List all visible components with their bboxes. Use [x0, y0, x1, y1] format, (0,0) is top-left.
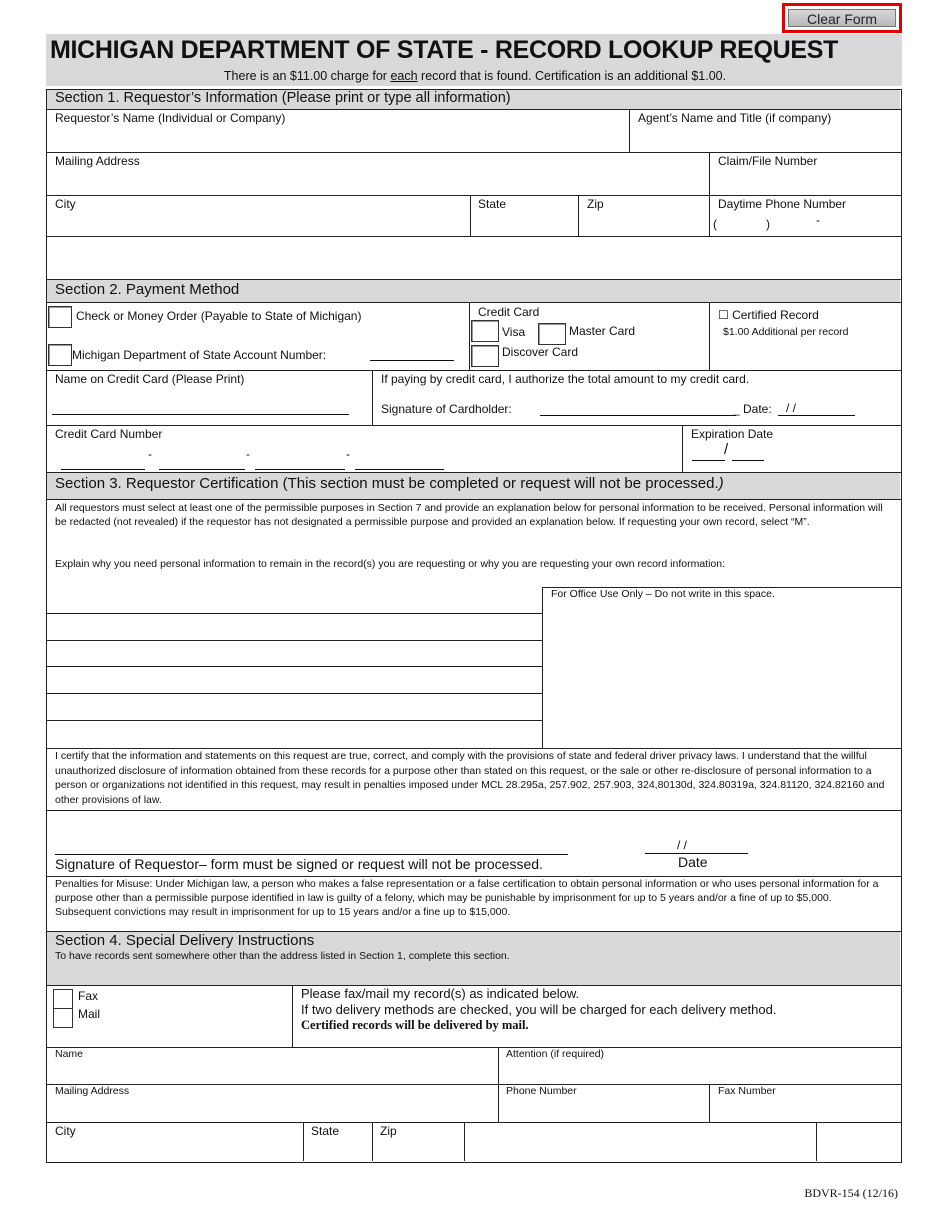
rule [542, 587, 543, 748]
card-number-dash: - [246, 447, 250, 461]
zip-label: Zip [587, 197, 604, 211]
rule [46, 499, 901, 500]
section3-heading-end: ) [718, 475, 724, 492]
rule [469, 302, 470, 370]
check-money-order-label: Check or Money Order (Payable to State of Michigan) [76, 309, 362, 323]
delivery-phone-label: Phone Number [506, 1085, 577, 1097]
delivery-state-label: State [311, 1124, 340, 1138]
cardholder-date-slashes: / / [786, 401, 797, 415]
rule [46, 810, 901, 811]
expiration-year-line[interactable] [732, 460, 764, 461]
attention-label: Attention (if required) [506, 1048, 605, 1060]
explanation-line-4[interactable] [46, 693, 543, 694]
rule [498, 1084, 499, 1122]
check-money-order-checkbox[interactable] [48, 306, 72, 328]
phone-label: Daytime Phone Number [718, 197, 847, 211]
phone-close-paren: ) [766, 217, 770, 231]
rule [470, 195, 471, 236]
card-number-part2[interactable] [159, 469, 245, 470]
phone-open-paren: ( [713, 217, 717, 231]
authorize-text: If paying by credit card, I authorize the total amount to my credit card. [381, 372, 750, 386]
rule [372, 370, 373, 425]
delivery-mailing-label: Mailing Address [55, 1085, 130, 1097]
rule [709, 152, 710, 195]
section3-explain: Explain why you need personal information to remain in the record(s) you are requesting or why you are requesting your own record information: [55, 558, 726, 570]
penalties-text: Penalties for Misuse: Under Michigan law, a person who makes a false representation or a false certification to obtain personal information or who uses personal information for a purpose other than a permissible purpose identified in law is guilty of a felony, which may be punishable by imprisonment for up to 5 years and/or a fine of up to $5,000. Subsequent convictions may result in imprisonment for up to 15 years and/or a fine up to $15,000. [55, 878, 879, 918]
rule [303, 1122, 304, 1161]
delivery-note-1: Please fax/mail my record(s) as indicated below. [301, 986, 580, 1001]
section3-heading [55, 475, 724, 492]
name-on-card-line[interactable] [52, 414, 349, 415]
rule [46, 1122, 901, 1123]
section2-heading: Section 2. Payment Method [55, 281, 240, 298]
mail-checkbox[interactable] [53, 1008, 73, 1028]
rule [578, 195, 579, 236]
phone-dash: - [816, 213, 820, 227]
certified-record-note: $1.00 Additional per record [723, 326, 849, 338]
rule [46, 1047, 901, 1048]
rule [709, 195, 710, 236]
rule [709, 1084, 710, 1122]
delivery-note-3: Certified records will be delivered by mail. [301, 1018, 529, 1032]
rule [46, 109, 901, 110]
delivery-zip-label: Zip [380, 1124, 397, 1138]
fax-label: Fax [78, 989, 99, 1003]
delivery-name-label: Name [55, 1048, 84, 1060]
rule [46, 302, 901, 303]
section3-intro: All requestors must select at least one of the permissible purposes in Section 7 and provide an explanation below for personal information to be received. Personal information will be redacted (not revealed) if the requestor has not designated a permissible purpose and provided an explanation below. If requesting your own record, select “M”. [55, 502, 883, 528]
city-label: City [55, 197, 76, 211]
certified-record-label[interactable]: ☐ Certified Record [718, 308, 819, 322]
expiration-month-line[interactable] [692, 460, 725, 461]
rule [46, 195, 901, 196]
rule [46, 236, 901, 237]
delivery-note-2: If two delivery methods are checked, you will be charged for each delivery method. [301, 1002, 777, 1017]
rule [816, 1122, 817, 1161]
explanation-line-1[interactable] [46, 613, 543, 614]
rule [372, 1122, 373, 1161]
requestor-signature-label: Signature of Requestor– form must be signed or request will not be processed. [55, 856, 543, 872]
explanation-line-2[interactable] [46, 640, 543, 641]
delivery-fax-label: Fax Number [718, 1085, 776, 1097]
visa-label: Visa [502, 325, 526, 339]
section1-heading: Section 1. Requestor’s Information (Please print or type all information) [55, 90, 511, 106]
discover-card-label: Discover Card [502, 345, 579, 359]
explanation-line-5[interactable] [46, 720, 543, 721]
fax-checkbox[interactable] [53, 989, 73, 1009]
account-checkbox[interactable] [48, 344, 72, 366]
mail-label: Mail [78, 1007, 101, 1021]
subtitle-part-c: record that is found. Certification is an additional $1.00. [417, 69, 727, 83]
section4-heading: Section 4. Special Delivery Instructions [55, 932, 315, 949]
requestor-name-label: Requestor’s Name (Individual or Company) [55, 111, 286, 125]
clear-form-button[interactable] [782, 3, 902, 33]
rule [682, 425, 683, 472]
form-id: BDVR-154 (12/16) [804, 1186, 898, 1200]
requestor-date-label: Date [678, 854, 708, 870]
card-number-part3[interactable] [255, 469, 345, 470]
cardholder-signature-label: Signature of Cardholder: [381, 402, 512, 416]
cardholder-date-line[interactable] [778, 415, 855, 416]
requestor-date-slashes: / / [677, 838, 688, 852]
page-subtitle [0, 69, 950, 83]
agent-name-label: Agent’s Name and Title (if company) [638, 111, 832, 125]
mailing-address-label: Mailing Address [55, 154, 140, 168]
account-label: Michigan Department of State Account Number: [72, 348, 327, 362]
card-number-part1[interactable] [61, 469, 145, 470]
rule [498, 1047, 499, 1084]
card-number-dash: - [346, 447, 350, 461]
rule [46, 370, 901, 371]
delivery-city-label: City [55, 1124, 76, 1138]
state-label: State [478, 197, 507, 211]
account-number-line[interactable] [370, 360, 454, 361]
page-title: MICHIGAN DEPARTMENT OF STATE - RECORD LOOKUP REQUEST [50, 36, 839, 64]
cardholder-date-label: _ Date: [733, 402, 772, 416]
name-on-card-label: Name on Credit Card (Please Print) [55, 372, 245, 386]
section4-subheading: To have records sent somewhere other than the address listed in Section 1, complete this section. [55, 950, 510, 962]
explanation-line-3[interactable] [46, 666, 543, 667]
credit-card-label: Credit Card [478, 305, 540, 319]
section3-heading-text: Section 3. Requestor Certification (This section must be completed or request will not be processed. [55, 475, 719, 492]
rule [464, 1122, 465, 1161]
master-card-label: Master Card [569, 324, 636, 338]
cardholder-signature-line[interactable] [540, 415, 736, 416]
card-number-part4[interactable] [355, 469, 444, 470]
master-card-checkbox[interactable] [538, 323, 566, 345]
discover-card-checkbox[interactable] [471, 345, 499, 367]
visa-checkbox[interactable] [471, 320, 499, 342]
requestor-signature-line[interactable] [55, 854, 568, 855]
rule [46, 152, 901, 153]
rule [292, 985, 293, 1047]
clear-form-label[interactable]: Clear Form [788, 9, 896, 27]
claim-number-label: Claim/File Number [718, 154, 818, 168]
subtitle-each: each [390, 69, 418, 83]
rule [629, 109, 630, 152]
card-number-dash: - [148, 447, 152, 461]
expiration-slash: / [724, 441, 729, 458]
office-use-label: For Office Use Only – Do not write in this space. [551, 588, 775, 600]
certify-text: I certify that the information and statements on this request are true, correct, and comply with the provisions of state and federal driver privacy laws. I understand that the willful unauthorized disclosure of information obtained from these records for a purpose other than stated on this request, or the sale or other re-disclosure of personal information to a person or organizations not identified in this request, may result in penalties imposed under MCL 28.295a, 257.902, 257.903, 324,80130d, 324.80319a, 324.81120, 324.82160 and other provisions of law. [55, 750, 885, 806]
rule [709, 302, 710, 370]
expiration-label: Expiration Date [691, 427, 774, 441]
card-number-label: Credit Card Number [55, 427, 163, 441]
subtitle-part-a: There is an $11.00 charge for [223, 69, 391, 83]
rule [46, 425, 901, 426]
